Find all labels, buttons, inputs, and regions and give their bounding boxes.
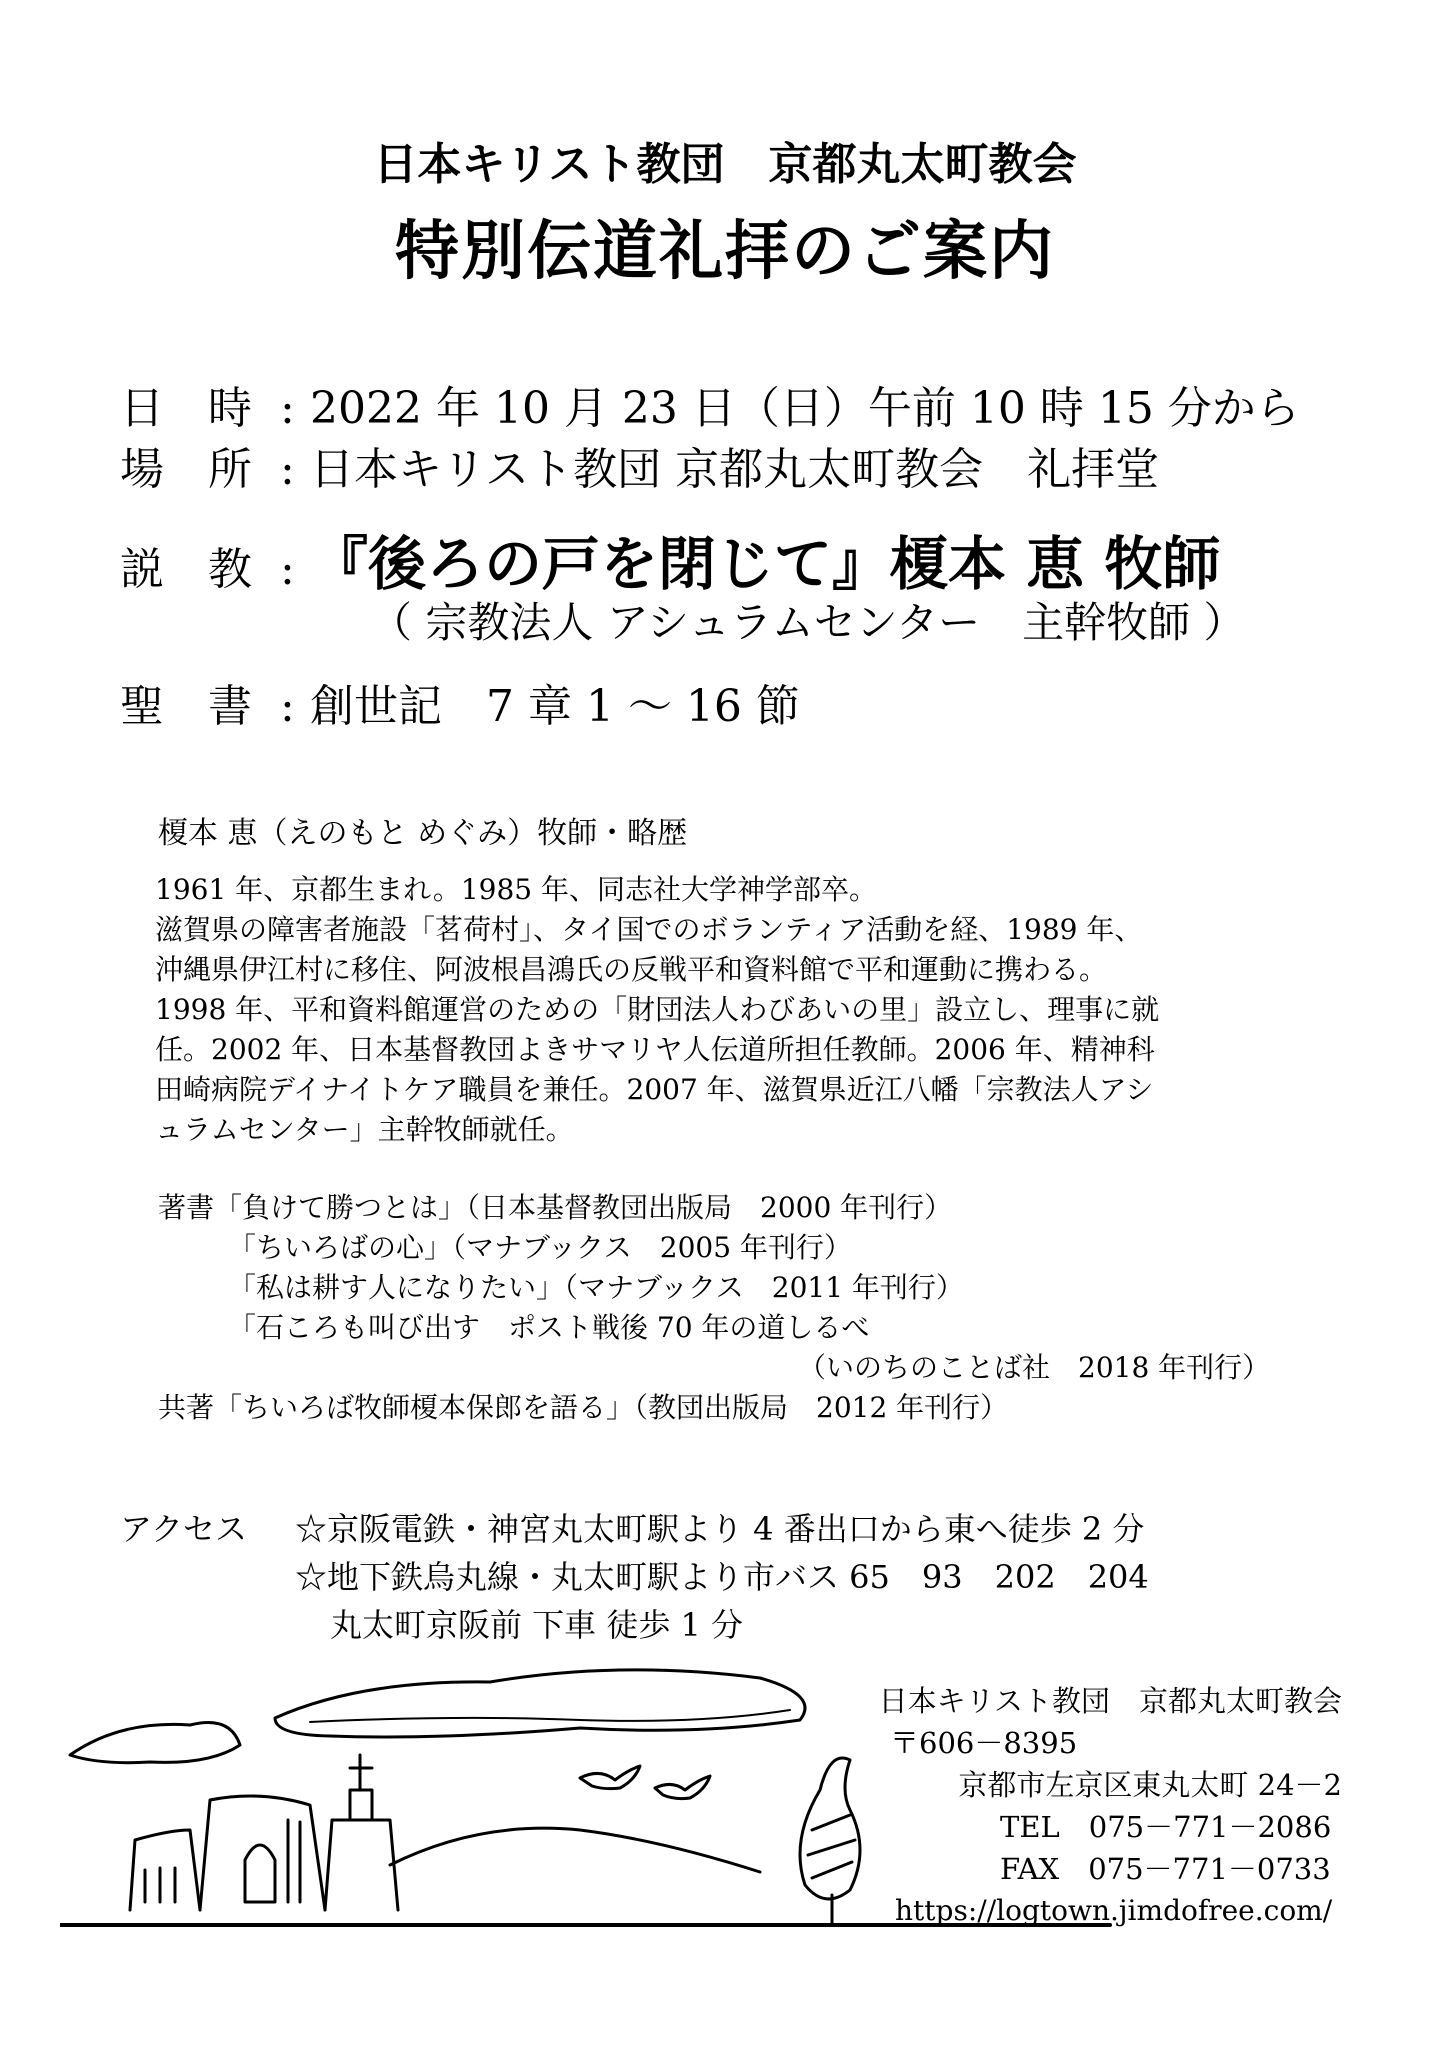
mountain [390,1828,760,1872]
cloud-center [275,1670,805,1737]
bird-left [580,1766,640,1789]
coauthor-item: 「ちいろば牧師榎本保郎を語る」（教団出版局 2012 年刊行） [214,1391,1009,1424]
access-line: 丸太町京阪前 下車 徒歩 1 分 [330,1606,744,1644]
sermon-note: （ 宗教法人 アシュラムセンター 主幹牧師 ） [370,598,1246,647]
page-title: 特別伝道礼拝のご案内 [395,215,1055,289]
bio-line: 滋賀県の障害者施設「茗荷村」、タイ国でのボランティア活動を経、1989 年、 [155,913,1143,946]
works-section [158,1188,1270,1428]
scripture-value: 創世記 7 章 1 ～ 16 節 [310,681,800,732]
sermon-label: 説 教 [120,544,252,595]
contact-block [879,1680,1342,1722]
contact-fax: FAX 075－771－0733 [1000,1852,1331,1886]
tree [800,1758,860,1925]
church-name-heading: 日本キリスト教団 京都丸太町教会 [373,139,1077,190]
scripture-row [120,670,800,734]
contact-postal: 〒606－8395 [890,1726,1078,1760]
contact-address: 京都市左京区東丸太町 24－2 [958,1768,1342,1802]
date-colon: : [280,383,295,434]
books-label: 著書 [158,1191,215,1224]
bio-line: ュラムセンター」主幹牧師就任。 [155,1113,574,1146]
contact-org: 日本キリスト教団 京都丸太町教会 [878,1684,1342,1718]
church-building [130,1755,398,1910]
bird-right [655,1776,710,1799]
bio-line: 1998 年、平和資料館運営のための「財団法人わびあいの里」設立し、理事に就 [155,993,1160,1026]
bio-heading: 榎本 恵（えのもと めぐみ）牧師・略歴 [158,816,688,851]
book-item: 「ちいろばの心」（マナブックス 2005 年刊行） [228,1231,852,1264]
book-item: 「私は耕す人になりたい」（マナブックス 2011 年刊行） [228,1271,964,1304]
cloud-left [70,1723,240,1763]
scripture-label: 聖 書 [120,681,252,732]
book-item: 「負けて勝つとは」（日本基督教団出版局 2000 年刊行） [214,1191,953,1224]
date-label: 日 時 [120,383,252,434]
bio-line: 1961 年、京都生まれ。1985 年、同志社大学神学部卒。 [155,873,877,906]
place-row [120,433,1159,497]
coauthor-label: 共著 [158,1391,215,1424]
contact-tel: TEL 075－771－2086 [1000,1810,1332,1844]
place-value: 日本キリスト教団 京都丸太町教会 礼拝堂 [310,444,1160,495]
date-value: 2022 年 10 月 23 日（日）午前 10 時 15 分から [310,383,1300,434]
bio-line: 田崎病院デイナイトケア職員を兼任。2007 年、滋賀県近江八幡「宗教法人アシ [155,1073,1154,1106]
access-section [120,1508,1149,1646]
sermon-value: 『後ろの戸を閉じて』榎本 恵 牧師 [310,530,1221,598]
sermon-colon: : [280,544,295,595]
bio-text [155,870,1159,1150]
place-label: 場 所 [120,444,252,495]
website-link[interactable]: https://logtown.jimdofree.com/ [895,1894,1333,1927]
book-item: 「石ころも叫び出す ポスト戦後 70 年の道しるべ [228,1311,870,1344]
sermon-row [120,517,1220,601]
bio-line: 沖縄県伊江村に移住、阿波根昌鴻氏の反戦平和資料館で平和運動に携わる。 [155,953,1108,986]
scripture-colon: : [280,681,295,732]
place-colon: : [280,444,295,495]
bio-line: 任。2002 年、日本基督教団よきサマリヤ人伝道所担任教師。2006 年、精神科 [155,1033,1155,1066]
date-row [120,372,1300,436]
access-line: ☆地下鉄烏丸線・丸太町駅より市バス 65 93 202 204 [295,1558,1149,1596]
access-line: ☆京阪電鉄・神宮丸太町駅より 4 番出口から東へ徒歩 2 分 [295,1510,1145,1548]
book-item-continuation: （いのちのことば社 2018 年刊行） [798,1351,1271,1384]
access-label: アクセス [120,1510,248,1548]
